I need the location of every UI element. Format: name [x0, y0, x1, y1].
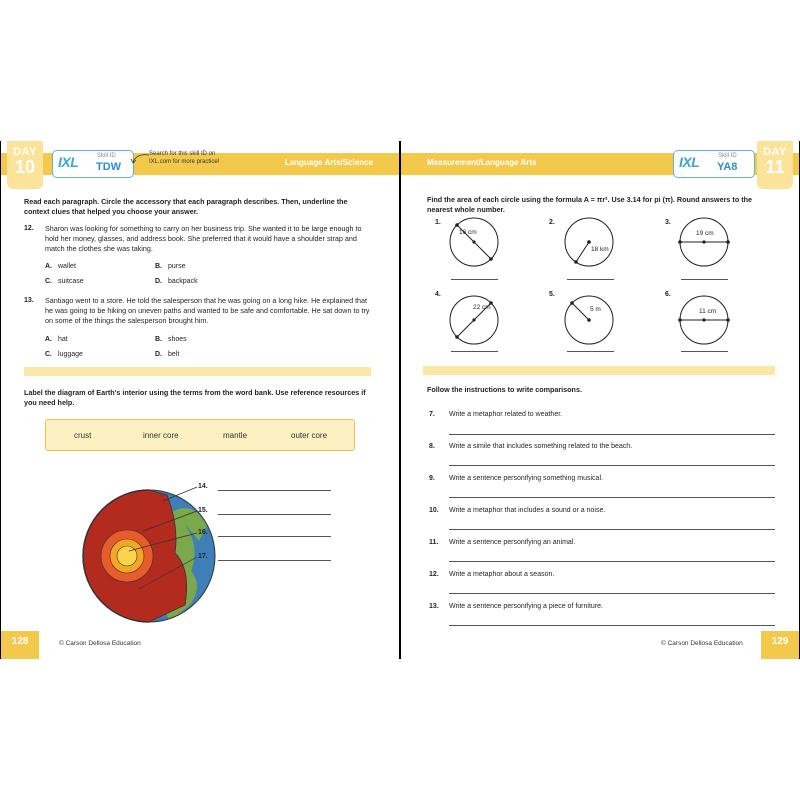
- section-divider: [24, 367, 371, 376]
- circle-number: 4.: [435, 291, 441, 298]
- answer-line[interactable]: [449, 529, 775, 530]
- word-bank-term: mantle: [223, 431, 248, 440]
- right-header: [401, 141, 799, 186]
- day-label: DAY: [13, 146, 37, 158]
- circle-number: 3.: [665, 219, 671, 226]
- prompt-text: Write a metaphor related to weather.: [449, 411, 563, 418]
- day-number: 11: [765, 157, 785, 177]
- section-divider: [423, 366, 775, 375]
- option-c[interactable]: C. suitcase: [45, 278, 84, 285]
- circle-measure: 11 cm: [699, 308, 717, 315]
- circle-measure: 19 cm: [696, 230, 714, 237]
- day-tab-11: [757, 141, 793, 189]
- diagram-label: 15.: [198, 507, 208, 514]
- circle-number: 2.: [549, 219, 555, 226]
- circle-measure: 5 m: [590, 306, 601, 313]
- answer-line[interactable]: [449, 434, 775, 435]
- arrow-icon: [129, 151, 151, 165]
- prompt-text: Write a simile that includes something related to the beach.: [449, 443, 633, 450]
- option-b[interactable]: B. purse: [155, 263, 186, 270]
- subject-title: Language Arts/Science: [284, 158, 373, 167]
- ixl-logo: IXL: [679, 154, 700, 170]
- word-bank-term: inner core: [143, 431, 179, 440]
- answer-line[interactable]: [449, 465, 775, 466]
- workbook-spread: [0, 141, 800, 659]
- answer-line[interactable]: [567, 279, 614, 280]
- question-number: 13.: [24, 297, 34, 304]
- page-number: 129: [761, 631, 799, 659]
- prompt-text: Write a sentence personifying an animal.: [449, 539, 576, 546]
- prompt-text: Write a sentence personifying something musical.: [449, 475, 603, 482]
- skill-code: YA8: [717, 161, 738, 173]
- ixl-logo: IXL: [58, 154, 79, 170]
- instructions-circles: Find the area of each circle using the formula A = πr². Use 3.14 for pi (π). Round answers to the nearest whole number.: [427, 195, 752, 214]
- answer-line[interactable]: [451, 279, 498, 280]
- option-a[interactable]: A. hat: [45, 336, 68, 343]
- circle-number: 5.: [549, 291, 555, 298]
- answer-line[interactable]: [218, 536, 331, 537]
- skill-id-label: Skill ID: [97, 153, 116, 159]
- answer-line[interactable]: [567, 351, 614, 352]
- word-bank: [45, 419, 355, 451]
- option-c[interactable]: C. luggage: [45, 351, 83, 358]
- circle-measure: 16 cm: [459, 229, 477, 236]
- word-bank-term: crust: [74, 431, 92, 440]
- inner-core: [117, 546, 137, 566]
- diagram-label: 17.: [198, 553, 208, 560]
- subject-title: Measurement/Language Arts: [427, 158, 537, 167]
- answer-line[interactable]: [218, 514, 331, 515]
- prompt-number: 9.: [429, 475, 435, 482]
- option-d[interactable]: D. backpack: [155, 278, 198, 285]
- answer-line[interactable]: [449, 625, 775, 626]
- prompt-number: 7.: [429, 411, 435, 418]
- prompt-text: Write a metaphor about a season.: [449, 571, 555, 578]
- left-page: [1, 141, 399, 659]
- instructions-diagram: Label the diagram of Earth's interior using the terms from the word bank. Use reference resources if you need help.: [24, 388, 366, 407]
- earth-interior-diagram: [79, 471, 339, 631]
- ixl-badge: [673, 150, 755, 178]
- answer-line[interactable]: [681, 279, 728, 280]
- circle-number: 1.: [435, 219, 441, 226]
- option-b[interactable]: B. shoes: [155, 336, 187, 343]
- question-number: 12.: [24, 225, 34, 232]
- day-label: DAY: [763, 146, 787, 158]
- copyright: © Carson Dellosa Education: [661, 640, 743, 647]
- prompt-number: 8.: [429, 443, 435, 450]
- answer-line[interactable]: [449, 561, 775, 562]
- day-tab-10: [7, 141, 43, 189]
- answer-line[interactable]: [449, 497, 775, 498]
- prompt-text: Write a metaphor that includes a sound or a noise.: [449, 507, 606, 514]
- right-page: [401, 141, 799, 659]
- word-bank-term: outer core: [291, 431, 328, 440]
- prompt-number: 13.: [429, 603, 439, 610]
- search-note: Search for this skill ID on IXL.com for more practice!: [149, 151, 220, 165]
- diagram-label: 14.: [198, 483, 208, 490]
- prompt-number: 10.: [429, 507, 439, 514]
- circle-measure: 18 km: [591, 246, 609, 253]
- instructions-comparisons: Follow the instructions to write comparisons.: [427, 385, 582, 394]
- answer-line[interactable]: [451, 351, 498, 352]
- ixl-badge: [52, 150, 134, 178]
- page-number: 128: [1, 631, 39, 659]
- prompt-number: 11.: [429, 539, 439, 546]
- circle-measure: 22 cm: [473, 304, 491, 311]
- option-d[interactable]: D. belt: [155, 351, 180, 358]
- left-header: [1, 141, 399, 186]
- copyright: © Carson Dellosa Education: [59, 640, 141, 647]
- prompt-number: 12.: [429, 571, 439, 578]
- answer-line[interactable]: [681, 351, 728, 352]
- day-number: 10: [14, 157, 36, 177]
- option-a[interactable]: A. wallet: [45, 263, 76, 270]
- prompt-text: Write a sentence personifying a piece of furniture.: [449, 603, 603, 610]
- answer-line[interactable]: [218, 490, 331, 491]
- skill-id-label: Skill ID: [718, 153, 737, 159]
- circle-number: 6.: [665, 291, 671, 298]
- instructions-paragraphs: Read each paragraph. Circle the accessory that each paragraph describes. Then, underline the context clues that helped you choose your answer.: [24, 197, 348, 216]
- diagram-label: 16.: [198, 529, 208, 536]
- answer-line[interactable]: [218, 560, 331, 561]
- question-text: Sharon was looking for something to carry on her business trip. She wanted it to be large enough to hold her money, glasses, and address book. She preferred that it would have a shoulder strap and match the clothes she was taking.: [45, 224, 362, 253]
- answer-line[interactable]: [449, 593, 775, 594]
- question-text: Santiago went to a store. He told the salesperson that he was going on a long hike. He explained that he was going to be hiking on uneven paths and wanted to be safe and comfortable. He sat down to try on some of the things the salesperson brought him.: [45, 296, 370, 325]
- skill-code: TDW: [96, 161, 122, 173]
